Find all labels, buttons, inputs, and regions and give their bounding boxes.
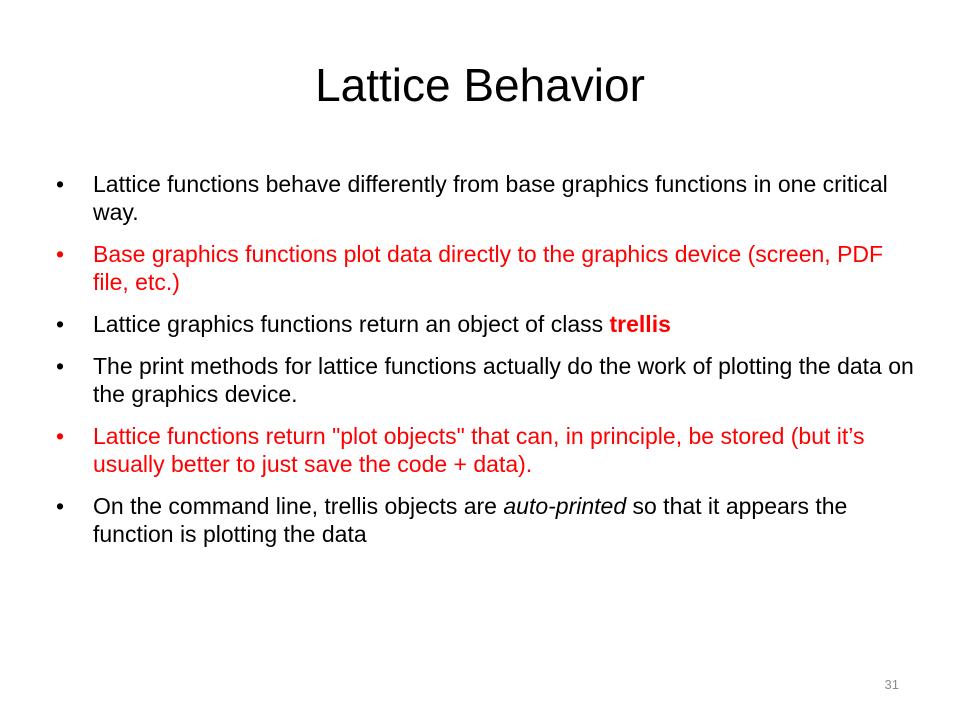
page-number: 31 <box>884 677 899 692</box>
bullet-item <box>56 170 916 226</box>
bullet-icon: • <box>56 493 65 519</box>
bullet-item <box>56 352 916 408</box>
bullet-item <box>56 310 916 338</box>
bullet-icon: • <box>56 311 65 337</box>
bullet-text: Base graphics functions plot data directly to the graphics device (screen, PDF file, etc.) <box>93 241 884 295</box>
bullet-icon: • <box>56 423 65 449</box>
bullet-text: Lattice graphics functions return an object of class <box>93 311 610 337</box>
bullet-item <box>56 492 916 548</box>
bullet-icon: • <box>56 241 65 267</box>
emphasis-text: trellis <box>609 311 671 337</box>
bullet-text: On the command line, trellis objects are <box>93 493 504 519</box>
bullet-item <box>56 240 916 296</box>
italic-text: auto-printed <box>503 493 627 519</box>
slide-title: Lattice Behavior <box>315 59 645 111</box>
bullet-icon: • <box>56 171 65 197</box>
bullet-item <box>56 422 916 478</box>
bullet-list <box>56 170 916 562</box>
bullet-text: Lattice functions behave differently from base graphics functions in one critical way. <box>93 171 888 225</box>
bullet-text: so that it appears the function is plotting the data <box>93 493 848 547</box>
bullet-icon: • <box>56 353 65 379</box>
bullet-text: The print methods for lattice functions actually do the work of plotting the data on the graphics device. <box>93 353 914 407</box>
bullet-text: Lattice functions return "plot objects" that can, in principle, be stored (but it’s usually better to just save the code + data). <box>93 423 865 477</box>
